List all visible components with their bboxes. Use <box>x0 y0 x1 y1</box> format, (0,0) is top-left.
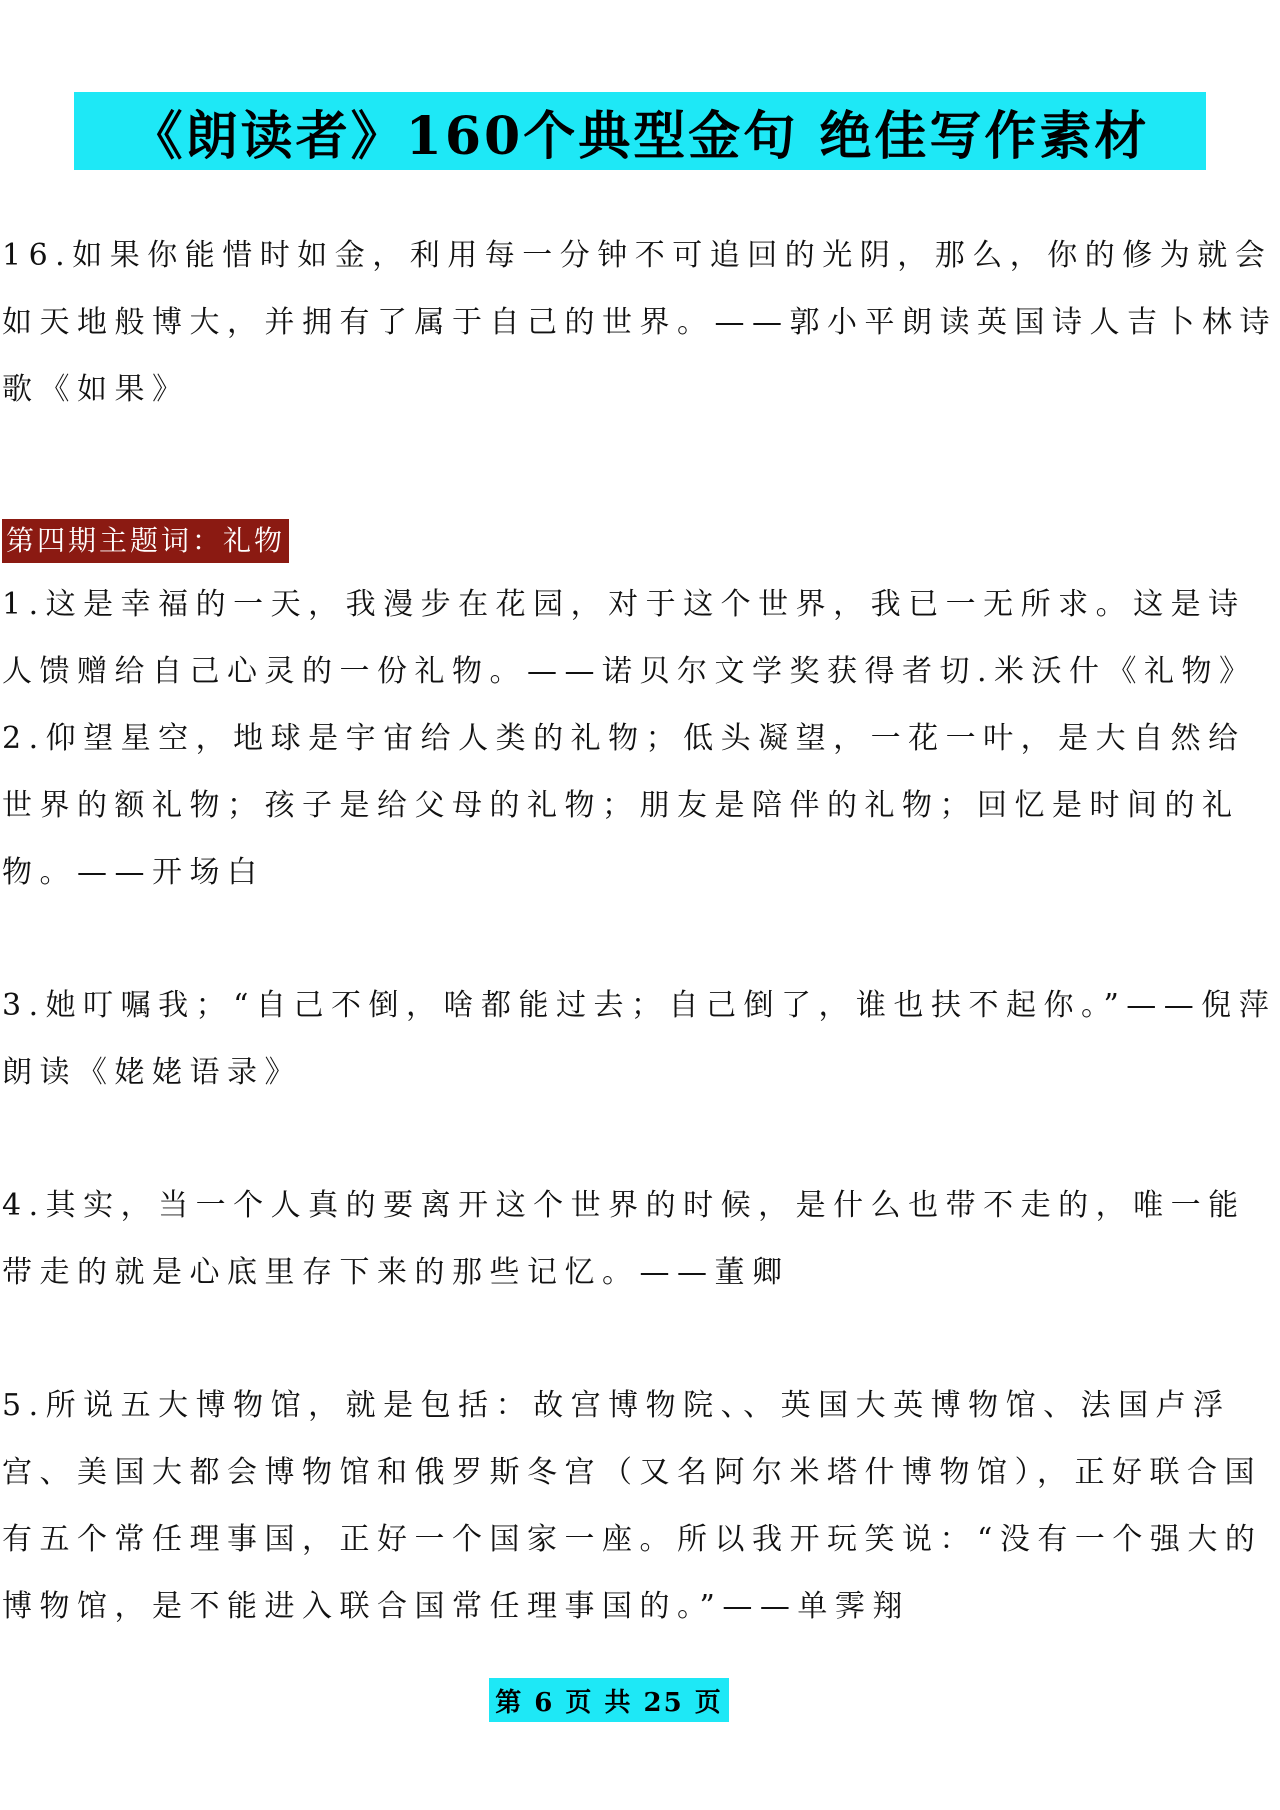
page-footer <box>489 1678 729 1722</box>
title-banner <box>74 92 1206 170</box>
quote-2: 2.仰望星空，地球是宇宙给人类的礼物；低头凝望，一花一叶，是大自然给世界的额礼物；孩子是给父母的礼物；朋友是陪伴的礼物；回忆是时间的礼物。——开场白 <box>2 721 1246 890</box>
document-title: 《朗读者》160个典型金句 绝佳写作素材 <box>130 105 1150 167</box>
quote-4: 4.其实，当一个人真的要离开这个世界的时候，是什么也带不走的，唯一能带走的就是心底里存下来的那些记忆。——董卿 <box>2 1188 1246 1290</box>
quote-5: 5.所说五大博物馆，就是包括：故宫博物院、、英国大英博物馆、法国卢浮宫、美国大都会博物馆和俄罗斯冬宫（又名阿尔米塔什博物馆），正好联合国有五个常任理事国，正好一个国家一座。所以我开玩笑说：“没有一个强大的博物馆，是不能进入联合国常任理事国的。”——单霁翔 <box>2 1388 1263 1624</box>
spacer <box>0 1106 1280 1172</box>
quote-16: 16.如果你能惜时如金，利用每一分钟不可追回的光阴，那么，你的修为就会如天地般博大，并拥有了属于自己的世界。——郭小平朗读英国诗人吉卜林诗歌《如果》 <box>2 238 1277 407</box>
spacer <box>0 906 1280 972</box>
page-number: 第 6 页 共 25 页 <box>495 1687 723 1718</box>
quote-1: 1.这是幸福的一天，我漫步在花园，对于这个世界，我已一无所求。这是诗人馈赠给自己心灵的一份礼物。——诺贝尔文学奖获得者切.米沃什《礼物》 <box>2 587 1257 689</box>
theme-label: 第四期主题词：礼物 <box>2 519 289 563</box>
spacer <box>0 423 1280 519</box>
theme-header <box>0 519 1280 571</box>
document-body <box>0 222 1280 1640</box>
spacer <box>0 1306 1280 1372</box>
quote-3: 3.她叮嘱我；“自己不倒，啥都能过去；自己倒了，谁也扶不起你。”——倪萍朗读《姥姥语录》 <box>2 988 1277 1090</box>
